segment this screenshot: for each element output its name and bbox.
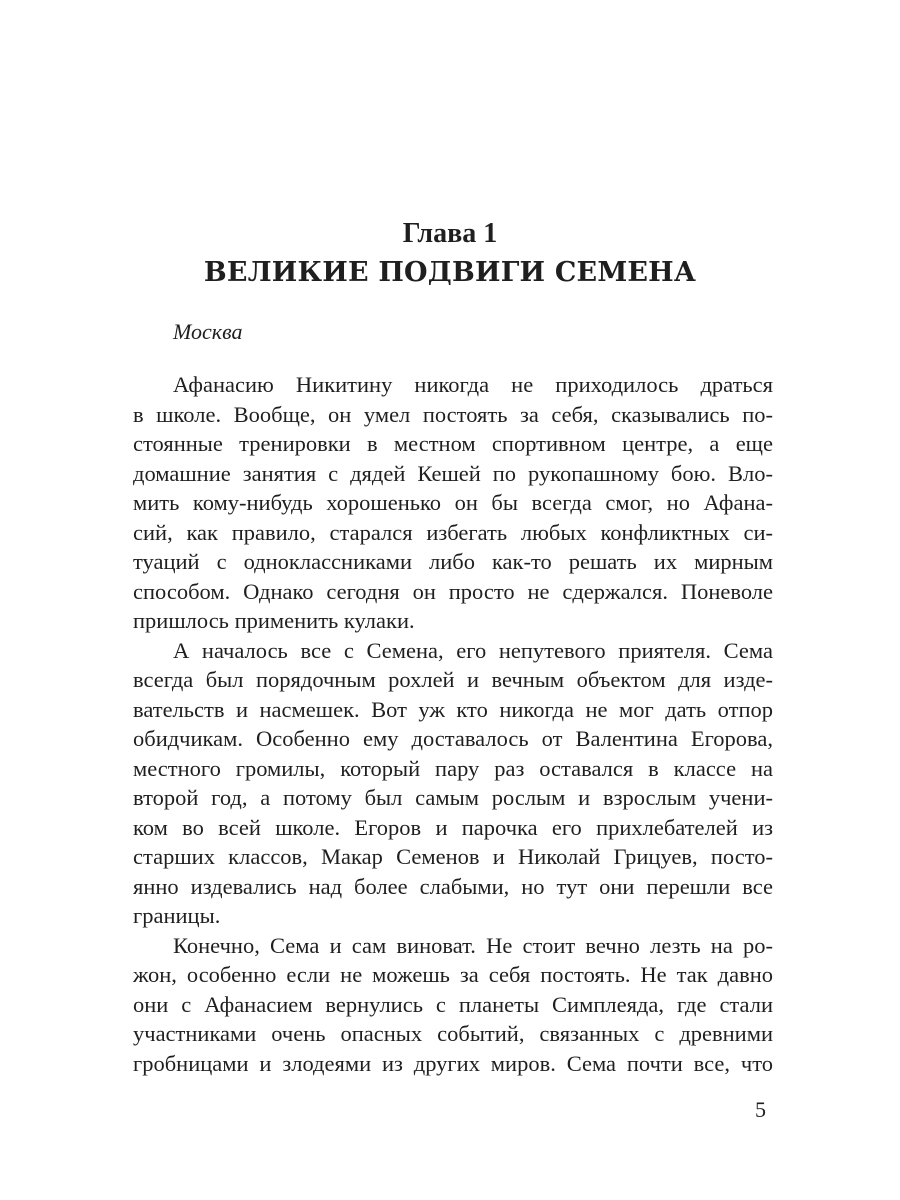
text-line: обидчикам. Особенно ему доставалось от Валентина Егорова, bbox=[133, 726, 773, 751]
text-line: пришлось применить кулаки. bbox=[133, 608, 415, 633]
body-text bbox=[133, 370, 773, 1078]
text-line: они с Афанасием вернулись с планеты Симплеяда, где стали bbox=[133, 991, 773, 1017]
paragraph-1 bbox=[133, 370, 773, 636]
text-line: в школе. Вообще, он умел постоять за себя, сказывались по- bbox=[133, 401, 773, 427]
page-number: 5 bbox=[755, 1097, 766, 1122]
text-line: А началось все с Семена, его непутевого приятеля. Сема bbox=[173, 637, 773, 663]
paragraph-3 bbox=[133, 931, 773, 1079]
text-line: мить кому-нибудь хорошенько он бы всегда смог, но Афана- bbox=[133, 490, 773, 515]
text-line: второй год, а потому был самым рослым и взрослым учени- bbox=[133, 785, 773, 810]
text-line: жон, особенно если не можешь за себя постоять. Не так давно bbox=[133, 962, 773, 987]
text-line: домашние занятия с дядей Кешей по рукопашному бою. Вло- bbox=[133, 460, 773, 486]
text-line: Афанасию Никитину никогда не приходилось драться bbox=[173, 372, 773, 397]
paragraph-2 bbox=[133, 636, 773, 931]
chapter-number: Глава 1 bbox=[402, 218, 498, 249]
text-line: местного громилы, который пару раз оставался в классе на bbox=[133, 755, 773, 781]
text-line: сий, как правило, старался избегать любых конфликтных си- bbox=[133, 519, 773, 545]
text-line: ком во всей школе. Егоров и парочка его прихлебателей из bbox=[133, 814, 773, 840]
text-line: старших классов, Макар Семенов и Николай Грицуев, посто- bbox=[133, 844, 773, 869]
location-heading: Москва bbox=[173, 319, 243, 344]
chapter-title: ВЕЛИКИЕ ПОДВИГИ СЕМЕНА bbox=[203, 257, 697, 288]
text-line: гробницами и злодеями из других миров. Сема почти все, что bbox=[133, 1050, 773, 1076]
text-line: всегда был порядочным рохлей и вечным объектом для изде- bbox=[133, 667, 773, 692]
text-line: туаций с одноклассниками либо как-то решать их мирным bbox=[133, 549, 773, 574]
text-line: стоянные тренировки в местном спортивном центре, а еще bbox=[133, 431, 773, 456]
text-line: участниками очень опасных событий, связанных с древними bbox=[133, 1021, 773, 1046]
text-line: Конечно, Сема и сам виноват. Не стоит вечно лезть на ро- bbox=[173, 932, 773, 958]
text-line: вательств и насмешек. Вот уж кто никогда не мог дать отпор bbox=[133, 696, 773, 722]
text-line: границы. bbox=[133, 903, 221, 928]
text-line: янно издевались над более слабыми, но тут они перешли все bbox=[133, 873, 773, 899]
text-line: способом. Однако сегодня он просто не сдержался. Поневоле bbox=[133, 578, 773, 604]
